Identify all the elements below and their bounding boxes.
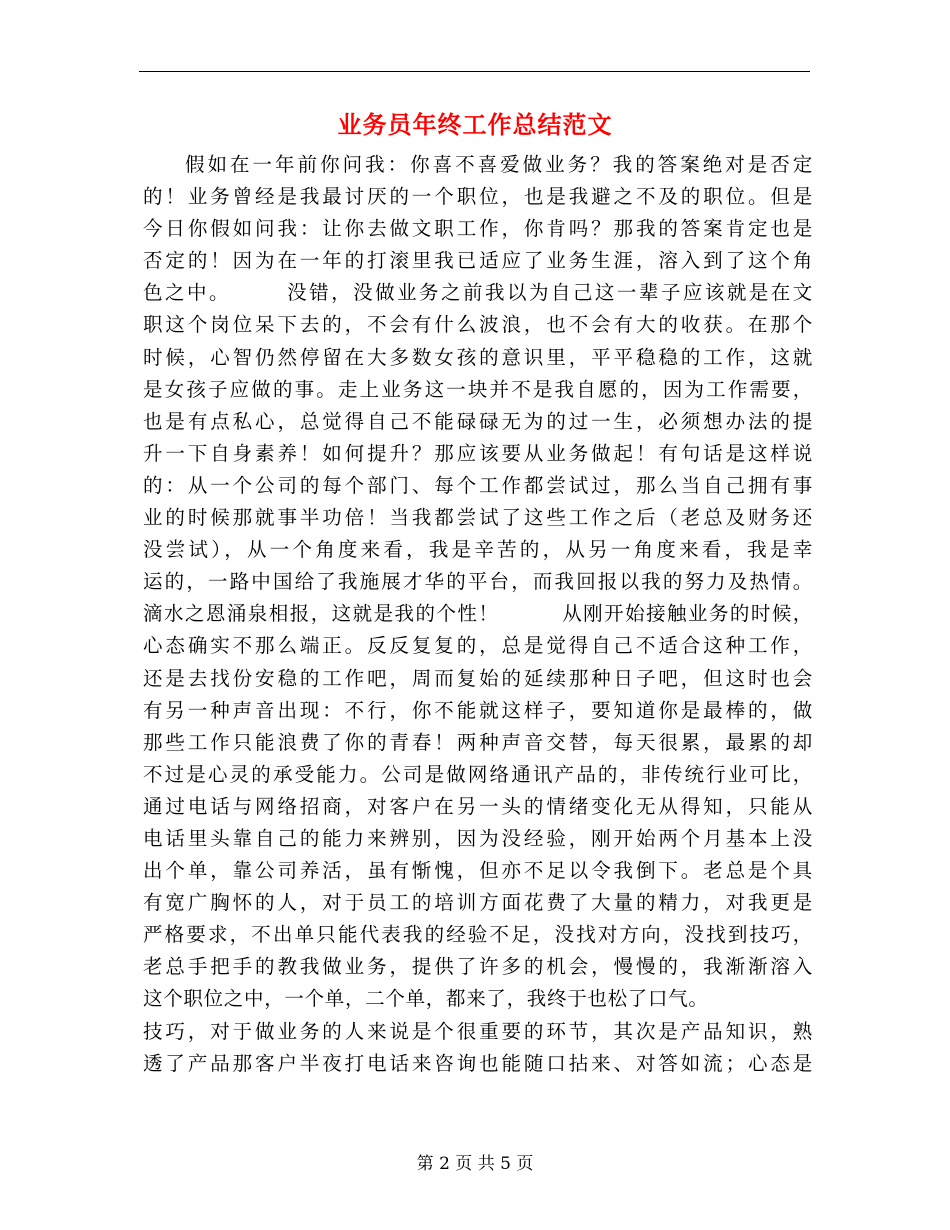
- body-line: 今日你假如问我：让你去做文职工作，你肯吗？那我的答案肯定也是: [143, 217, 813, 241]
- body-line: 透了产品那客户半夜打电话来咨询也能随口拈来、对答如流；心态是: [143, 1051, 813, 1075]
- body-line: 老总手把手的教我做业务，提供了许多的机会，慢慢的，我渐渐溶入: [143, 955, 813, 979]
- body-line: 技巧，对于做业务的人来说是个很重要的环节，其次是产品知识，熟: [143, 1019, 813, 1043]
- body-line: 职这个岗位呆下去的，不会有什么波浪，也不会有大的收获。在那个: [143, 313, 813, 337]
- header-rule: [139, 71, 810, 72]
- body-line: 有另一种声音出现：不行，你不能就这样子，要知道你是最棒的，做: [143, 698, 813, 722]
- body-line: 严格要求，不出单只能代表我的经验不足，没找对方向，没找到技巧，: [143, 923, 813, 947]
- body-line: 出个单，靠公司养活，虽有惭愧，但亦不足以令我倒下。老总是个具: [143, 859, 813, 883]
- body-line: 运的，一路中国给了我施展才华的平台，而我回报以我的努力及热情。: [143, 570, 813, 594]
- document-title: 业务员年终工作总结范文: [337, 110, 613, 139]
- body-line: 那些工作只能浪费了你的青春！两种声音交替，每天很累，最累的却: [143, 730, 813, 754]
- body-line: 还是去找份安稳的工作吧，周而复始的延续那种日子吧，但这时也会: [143, 666, 813, 690]
- body-line: 色之中。 没错，没做业务之前我以为自己这一辈子应该就是在文: [143, 281, 813, 305]
- body-line: 滴水之恩涌泉相报，这就是我的个性！ 从刚开始接触业务的时候，: [143, 602, 813, 626]
- body-line: 不过是心灵的承受能力。公司是做网络通讯产品的，非传统行业可比，: [143, 762, 813, 786]
- body-line: 这个职位之中，一个单，二个单，都来了，我终于也松了口气。: [143, 987, 709, 1011]
- body-line: 有宽广胸怀的人，对于员工的培训方面花费了大量的精力，对我更是: [143, 891, 813, 915]
- body-line: 通过电话与网络招商，对客户在另一头的情绪变化无从得知，只能从: [143, 794, 813, 818]
- body-line: 否定的！因为在一年的打滚里我已适应了业务生涯，溶入到了这个角: [143, 249, 813, 273]
- body-line: 时候，心智仍然停留在大多数女孩的意识里，平平稳稳的工作，这就: [143, 345, 813, 369]
- document-body: [143, 149, 813, 1080]
- body-line: 电话里头靠自己的能力来辨别，因为没经验，刚开始两个月基本上没: [143, 826, 813, 850]
- body-line: 也是有点私心，总觉得自己不能碌碌无为的过一生，必须想办法的提: [143, 409, 813, 433]
- page-number-footer: 第 2 页 共 5 页: [416, 1154, 534, 1174]
- body-line: 业的时候那就事半功倍！当我都尝试了这些工作之后（老总及财务还: [143, 506, 813, 530]
- body-line: 的！业务曾经是我最讨厌的一个职位，也是我避之不及的职位。但是: [143, 185, 813, 209]
- body-line: 的：从一个公司的每个部门、每个工作都尝试过，那么当自己拥有事: [143, 473, 813, 497]
- body-line: 升一下自身素养！如何提升？那应该要从业务做起！有句话是这样说: [143, 441, 813, 465]
- body-line: 是女孩子应做的事。走上业务这一块并不是我自愿的，因为工作需要，: [143, 377, 813, 401]
- body-line: 心态确实不那么端正。反反复复的，总是觉得自己不适合这种工作，: [143, 634, 813, 658]
- body-line: 没尝试），从一个角度来看，我是辛苦的，从另一角度来看，我是幸: [143, 538, 813, 562]
- body-line: 假如在一年前你问我：你喜不喜爱做业务？我的答案绝对是否定: [185, 153, 813, 176]
